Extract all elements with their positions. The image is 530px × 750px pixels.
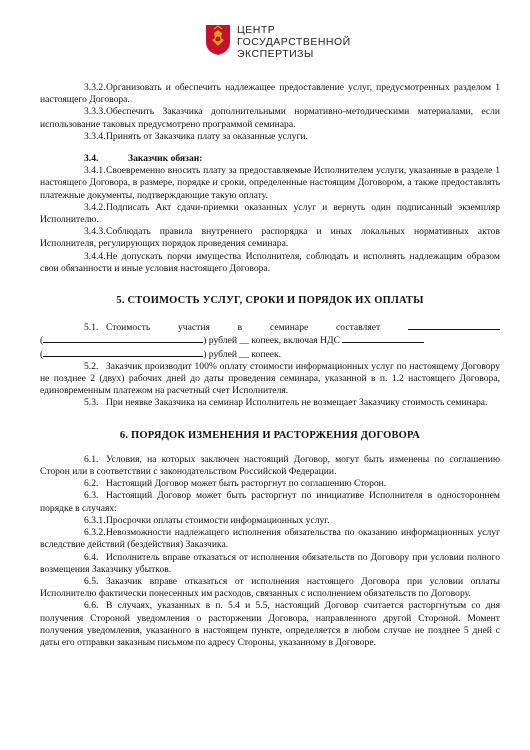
org-line-3: ЭКСПЕРТИЗЫ (237, 48, 314, 60)
clause-text: Своевременно вносить плату за предоставляемые Исполнителем услуги, указанные в разделе 1 настоящего Договора, в размере, порядке и сроки, определенные настоящим Договором, а также предоставлять платежные документы, подтверждающие такую оплату. (40, 165, 500, 201)
clause-3-4-2 (40, 202, 500, 226)
clause-text: Заказчик вправе отказаться от исполнения настоящего Договора при условии оплаты Исполнителю фактически понесенных им расходов, связанных с исполнением обязательств по Договору. (40, 575, 500, 600)
clause-text: Не допускать порчи имущества Исполнителя, соблюдать и исполнять надлежащим образом свои обязанности и иные условия настоящего Договора. (40, 250, 500, 274)
clause-text: Настоящий Договор может быть расторгнут по инициативе Исполнителя в одностороннем порядке в случаях: (40, 490, 500, 514)
clause-text: Условия, на которых заключен настоящий Договор, могут быть изменены по соглашению Сторон или в соответствии с законодательством Российской Федерации. (40, 453, 500, 478)
clause-6-3-2 (40, 527, 500, 551)
clause-text: Подписать Акт сдачи-приемки оказанных услуг и вернуть один подписанный экземпляр Исполнителю. (40, 201, 500, 226)
clause-5-1-line3: ( ) рублей __ копеек. (40, 348, 282, 360)
clause-text: Настоящий Договор может быть расторгнут по соглашению Сторон. (106, 478, 387, 490)
clause-number: 3.3.2. (84, 82, 106, 93)
section-title: Заказчик обязан: (128, 153, 203, 165)
amount-blank (408, 321, 500, 330)
section-number: 3.4. (84, 153, 99, 165)
clause-number: 6.3. (84, 490, 99, 502)
clause-text: Невозможности надлежащего исполнения обязательства по оказанию информационных услуг вследствие действий (бездействия) Заказчика. (40, 527, 500, 551)
org-line-1: ЦЕНТР (237, 24, 276, 36)
clause-text: В случаях, указанных в п. 5.4 и 5.5, настоящий Договор считается расторгнутым со дня получения Стороной уведомления о расторжении Договора, направленного другой Стороной. Момент получения уведомления, указанного в настоящем пункте, определяется в любом случае не позднее 5 дней с даты его отправки заказным письмом по адресу Стороны, указанному в Договоре. (40, 600, 500, 648)
clause-number: 6.5. (84, 575, 99, 587)
clause-text: рублей __ копеек. (208, 348, 282, 360)
clause-3-3-3 (40, 106, 500, 130)
clause-number: 3.3.4. (84, 130, 106, 142)
clause-number: 6.3.1. (84, 514, 106, 526)
clause-6-3-1 (40, 515, 500, 527)
clause-3-4-1 (40, 165, 500, 202)
clause-6-6 (40, 600, 500, 649)
vat-blank (342, 334, 424, 343)
clause-text: рублей __ копеек, включая НДС (208, 335, 340, 347)
clause-number: 5.2. (84, 360, 99, 372)
clause-5-2 (40, 361, 500, 398)
clause-text: Принять от Заказчика плату за оказанные услуги. (106, 130, 308, 142)
clause-text: Организовать и обеспечить надлежащее предоставление услуг, предусмотренных разделом 1 настоящего Договора. (40, 82, 500, 106)
clause-number: 3.4.1. (84, 165, 106, 177)
clause-text: Стоимость участия в семинаре составляет (106, 322, 381, 334)
org-line-2: ГОСУДАРСТВЕННОЙ (237, 36, 351, 48)
organization-name (237, 24, 351, 60)
clause-5-1-line2: ( ) рублей __ копеек, включая НДС (40, 334, 500, 347)
amount-words-blank (43, 334, 203, 343)
clause-number: 5.1. (84, 322, 99, 334)
clause-5-1 (40, 321, 500, 334)
clause-text: Соблюдать правила внутреннего распорядка и иных локальных нормативных актов Исполнителя, регулирующих порядок проведения семинара. (40, 226, 500, 250)
clause-number: 5.3. (84, 397, 99, 409)
clause-6-5 (40, 576, 500, 600)
clause-number: 6.2. (84, 478, 99, 490)
clause-number: 6.1. (84, 453, 99, 465)
document-body (40, 82, 500, 649)
clause-6-4 (40, 552, 500, 576)
clause-number: 3.4.3. (84, 226, 106, 238)
coat-of-arms-logo (205, 24, 231, 56)
clause-6-1 (40, 454, 500, 478)
clause-text: Заказчик производит 100% оплату стоимости информационных услуг по настоящему Договору не позднее 2 (двух) рабочих дней до даты проведения семинара, указанной в п. 1.2 настоящего Договора, единовременным платежом на расчетный счет Исполнителя. (40, 360, 500, 397)
clause-number: 3.4.2. (84, 201, 106, 213)
clause-6-2 (40, 478, 500, 490)
section-6-heading: 6. ПОРЯДОК ИЗМЕНЕНИЯ И РАСТОРЖЕНИЯ ДОГОВОРА (119, 429, 421, 441)
clause-3-4-4 (40, 251, 500, 275)
clause-number: 3.3.3. (84, 106, 106, 118)
clause-6-3 (40, 490, 500, 514)
clause-number: 6.3.2. (84, 527, 106, 539)
clause-3-3-2 (40, 82, 500, 106)
clause-5-3 (40, 397, 500, 409)
clause-text: Просрочки оплаты стоимости информационных услуг. (106, 514, 330, 526)
vat-words-blank (43, 348, 203, 357)
clause-text: Исполнитель вправе отказаться от исполнения обязательств по Договору при условии полного возмещения Заказчику убытков. (40, 551, 500, 575)
section-5-heading: 5. СТОИМОСТЬ УСЛУГ, СРОКИ И ПОРЯДОК ИХ ОПЛАТЫ (116, 295, 424, 307)
clause-3-3-4 (40, 131, 500, 143)
section-3-4-heading (40, 153, 500, 165)
clause-text: При неявке Заказчика на семинар Исполнитель не возмещает Заказчику стоимость семинара. (106, 397, 488, 409)
clause-number: 6.4. (84, 551, 99, 563)
clause-3-4-3 (40, 226, 500, 250)
clause-number: 6.6. (84, 600, 99, 612)
clause-text: Обеспечить Заказчика дополнительными нормативно-методическими материалами, если использование таковых предусмотрено программой семинара. (40, 106, 500, 130)
clause-number: 3.4.4. (84, 250, 106, 262)
